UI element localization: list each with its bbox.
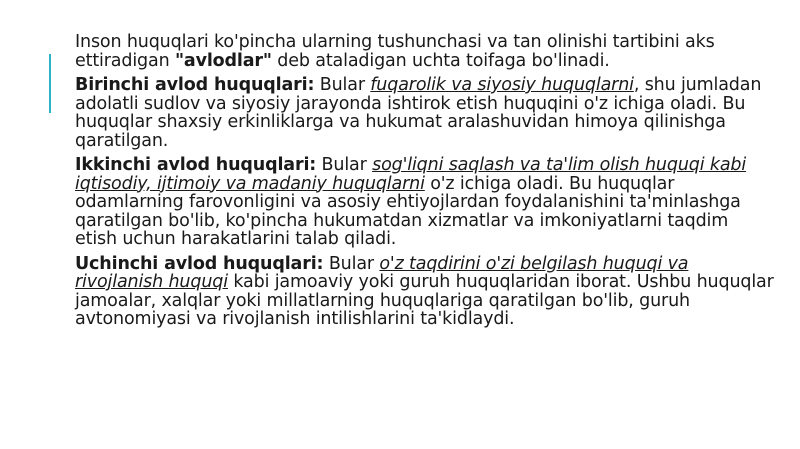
intro-text-after: deb ataladigan uchta toifaga bo'linadi. xyxy=(271,50,610,71)
second-generation-paragraph xyxy=(75,156,775,249)
third-text-after: kabi jamoaviy yoki guruh huquqlaridan iborat. Ushbu huquqlar jamoalar, xalqlar yoki millatlarning huquqlariga qaratilgan bo'lib, guruh avtonomiyasi va rivojlanish intilishlarini ta'kidlaydi. xyxy=(75,272,774,329)
intro-paragraph xyxy=(75,33,775,70)
first-text-before: Bular xyxy=(314,75,371,95)
second-text-after: o'z ichiga oladi. Bu huquqlar odamlarning farovonligini va asosiy ehtiyojlardan foydalanishini ta'minlashga qaratilgan bo'lib, ko'pincha hukumatdan xizmatlar va imkoniyatlarni taqdim etish uchun harakatlarini talab qiladi. xyxy=(75,173,741,249)
second-text-before: Bular xyxy=(316,155,373,175)
slide-body xyxy=(75,33,775,335)
intro-text-before: Inson huquqlari ko'pincha ularning tushunchasi va tan olinishi tartibini aks ettiradigan xyxy=(75,32,715,71)
third-emphasis: o'z taqdirini o'zi belgilash huquqi va rivojlanish huquqi xyxy=(75,253,689,292)
third-text-before: Bular xyxy=(323,253,380,274)
first-text-after: , shu jumladan adolatli sudlov va siyosiy jarayonda ishtirok etish huquqini o'z ichiga oladi. Bu huquqlar shaxsiy erkinliklarga va hukumat aralashuvidan himoya qilinishga qaratilgan. xyxy=(75,75,762,151)
first-generation-heading: Birinchi avlod huquqlari: xyxy=(75,75,315,95)
second-emphasis: sog'liqni saqlash va ta'lim olish huquqi kabi iqtisodiy, ijtimoiy va madaniy huquqlarni xyxy=(75,155,747,194)
accent-bar xyxy=(49,54,51,113)
second-generation-heading: Ikkinchi avlod huquqlari: xyxy=(75,155,317,175)
intro-bold-term: "avlodlar" xyxy=(174,50,272,71)
third-generation-paragraph xyxy=(75,255,775,329)
third-generation-heading: Uchinchi avlod huquqlari: xyxy=(75,253,324,274)
first-generation-paragraph xyxy=(75,76,775,150)
first-emphasis: fuqarolik va siyosiy huquqlarni xyxy=(370,75,634,95)
